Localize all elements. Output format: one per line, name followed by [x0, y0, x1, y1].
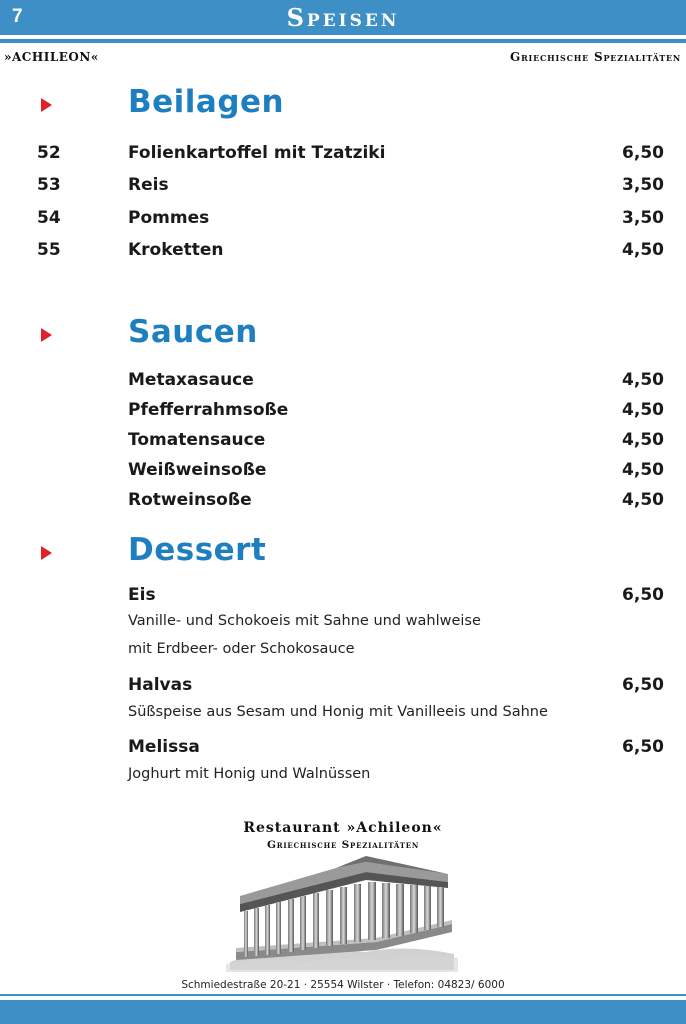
item-price: 6,50 — [622, 675, 664, 695]
item-name: Weißweinsoße — [128, 460, 267, 480]
item-number: 52 — [37, 143, 61, 163]
item-description: Joghurt mit Honig und Walnüssen — [128, 766, 371, 782]
section-title-beilagen: Beilagen — [128, 84, 285, 120]
item-description: Vanille- und Schokoeis mit Sahne und wahlweise — [128, 613, 481, 629]
footer-subtitle: Griechische Spezialitäten — [266, 839, 420, 851]
header-divider — [0, 39, 686, 43]
item-price: 4,50 — [622, 370, 664, 390]
footer-restaurant-name: Restaurant »Achileon« — [243, 820, 443, 836]
item-number: 54 — [37, 208, 61, 228]
footer-bar — [0, 1000, 686, 1024]
menu-item — [0, 370, 686, 394]
footer-divider — [0, 994, 686, 996]
parthenon-icon — [226, 852, 458, 972]
item-price: 3,50 — [622, 175, 664, 195]
menu-item — [0, 460, 686, 484]
item-price: 4,50 — [622, 460, 664, 480]
footer-address: Schmiedestraße 20-21 · 25554 Wilster · Telefon: 04823/ 6000 — [181, 979, 505, 991]
menu-item — [0, 400, 686, 424]
item-description: mit Erdbeer- oder Schokosauce — [128, 641, 355, 657]
menu-item — [0, 585, 686, 609]
section-saucen — [0, 314, 686, 358]
triangle-right-icon — [41, 98, 52, 112]
item-name: Pfefferrahmsoße — [128, 400, 289, 420]
item-name: Pommes — [128, 208, 210, 228]
menu-item — [0, 430, 686, 454]
cuisine-label: Griechische Spezialitäten — [510, 50, 681, 64]
menu-item — [0, 208, 686, 232]
section-dessert — [0, 532, 686, 576]
item-price: 6,50 — [622, 143, 664, 163]
restaurant-tag: »ACHILEON« — [4, 50, 99, 64]
item-price: 4,50 — [622, 400, 664, 420]
menu-item — [0, 143, 686, 167]
menu-item — [0, 175, 686, 199]
menu-item — [0, 737, 686, 761]
item-name: Metaxasauce — [128, 370, 254, 390]
item-price: 6,50 — [622, 585, 664, 605]
item-number: 53 — [37, 175, 61, 195]
item-name: Halvas — [128, 675, 193, 695]
menu-item — [0, 240, 686, 264]
item-number: 55 — [37, 240, 61, 260]
section-title-saucen: Saucen — [128, 314, 258, 350]
item-name: Rotweinsoße — [128, 490, 252, 510]
item-price: 4,50 — [622, 430, 664, 450]
item-name: Reis — [128, 175, 169, 195]
triangle-right-icon — [41, 328, 52, 342]
item-price: 4,50 — [622, 490, 664, 510]
menu-item — [0, 675, 686, 699]
item-description: Süßspeise aus Sesam und Honig mit Vanilleeis und Sahne — [128, 704, 548, 720]
item-name: Kroketten — [128, 240, 224, 260]
item-name: Melissa — [128, 737, 200, 757]
section-title-dessert: Dessert — [128, 532, 267, 568]
page-title: Speisen — [286, 3, 400, 32]
header-bar — [0, 0, 686, 35]
triangle-right-icon — [41, 546, 52, 560]
item-name: Eis — [128, 585, 156, 605]
item-name: Folienkartoffel mit Tzatziki — [128, 143, 386, 163]
section-beilagen — [0, 84, 686, 128]
menu-item — [0, 490, 686, 514]
item-price: 3,50 — [622, 208, 664, 228]
item-price: 4,50 — [622, 240, 664, 260]
page-number: 7 — [12, 6, 23, 27]
item-name: Tomatensauce — [128, 430, 266, 450]
item-price: 6,50 — [622, 737, 664, 757]
